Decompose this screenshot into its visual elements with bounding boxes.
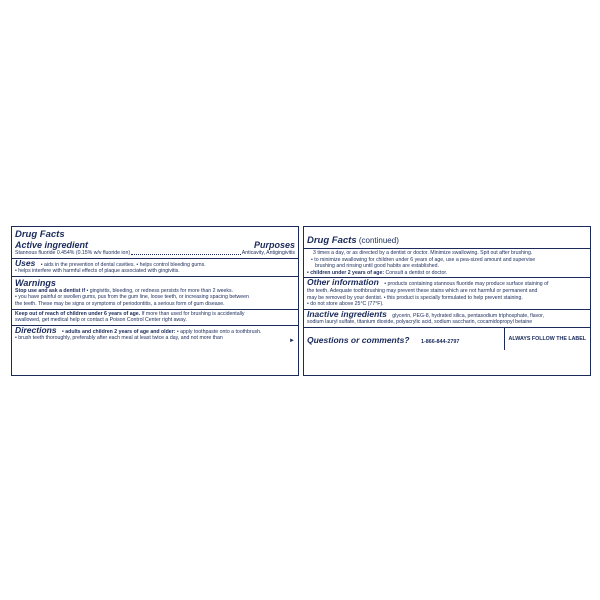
active-ingredient-heading: Active ingredient [15,240,89,250]
other-information-line-1: • products containing stannous fluoride may produce surface staining of [384,281,549,288]
uses-line-1: • aids in the prevention of dental cavities. • helps control bleeding gums. [40,261,206,268]
stop-use-line-3: the teeth. These may be signs or symptoms of periodontitis, a serious form of gum disease. [15,300,225,307]
drug-facts-header [12,227,298,259]
questions-section [304,328,590,350]
drug-facts-title: Drug Facts [15,229,65,240]
inactive-ingredients-line-2: sodium lauryl sulfate, titanium dioxide, polyacrylic acid, sodium saccharin, cocamidopropyl betaine [307,319,533,326]
inactive-ingredients-section [304,310,590,328]
directions-continued-section [304,249,590,278]
questions-heading: Questions or comments? [307,334,410,345]
active-ingredient-heading-row [15,240,295,250]
keep-out-line-1: If more than used for brushing is accidentally [140,310,245,317]
other-information-section [304,278,590,309]
keep-out-section [12,310,298,326]
drug-facts-continued-header [304,227,590,249]
stop-use-line-2: • you have painful or swollen gums, pus from the gum line, loose teeth, or increasing spacing between [15,294,249,301]
leader-dots [131,254,241,255]
inactive-ingredients-heading: Inactive ingredients [307,308,387,319]
directions-continued-line-1: 3 times a day, or as directed by a dentist or doctor. Minimize swallowing. Spit out after brushing. [313,250,533,256]
directions-lead: • adults and children 2 years of age and older: [62,328,176,335]
drug-facts-continued-title: Drug Facts [307,235,357,246]
purposes-text: Anticavity, Antigingivitis [241,250,295,256]
warnings-section [12,277,298,310]
uses-section [12,259,298,277]
uses-line-2: • helps interfere with harmful effects of plaque associated with gingivitis. [15,268,180,275]
active-ingredient-row [15,250,295,257]
directions-continued-line-2: • to minimize swallowing for children under 6 years of age, use a pea-sized amount and supervise [311,256,536,263]
other-information-line-4: • do not store above 25°C (77°F). [307,301,384,308]
keep-out-line-2: swallowed, get medical help or contact a Poison Control Center right away. [15,317,187,324]
stop-use-lead: Stop use and ask a dentist if [15,287,86,294]
other-information-line-2: the teeth. Adequate toothbrushing may prevent these stains which are not harmful or permanent and [307,287,538,294]
questions-box [304,328,504,350]
drug-facts-label [11,226,591,376]
directions-line-1: • apply toothpaste onto a toothbrush. [175,328,262,335]
children-under-2-text: Consult a dentist or doctor. [384,269,448,276]
drug-facts-panel-left [11,226,299,376]
active-ingredient-text: Stannous fluoride 0.454% (0.15% w/v fluoride ion) [15,250,131,256]
keep-out-lead: Keep out of reach of children under 6 years of age. [15,310,141,317]
stop-use-line-1: • gingivitis, bleeding, or redness persists for more than 2 weeks. [85,287,234,294]
drug-facts-panel-right [303,226,591,376]
other-information-heading: Other information [307,277,379,288]
directions-line-2: • brush teeth thoroughly, preferably after each meal at least twice a day, and not more than [15,335,223,342]
purposes-heading: Purposes [253,240,295,250]
directions-section [12,326,298,346]
drug-facts-continued-suffix: (continued) [356,236,399,245]
uses-heading: Uses [15,257,36,268]
warnings-heading: Warnings [15,277,56,288]
phone-number: 1-866-844-2797 [420,338,460,345]
children-under-2-lead: • children under 2 years of age: [307,269,385,276]
directions-continued-line-3: brushing and rinsing until good habits are established. [315,263,440,270]
other-information-line-3: may be removed by your dentist. • this product is specially formulated to help prevent staining. [307,294,523,301]
continue-arrow-icon: ► [289,337,295,344]
directions-heading: Directions [15,324,57,335]
always-follow-label-box: ALWAYS FOLLOW THE LABEL [504,328,591,350]
inactive-ingredients-line-1: glycerin, PEG-8, hydrated silica, pentasodium triphosphate, flavor, [392,312,544,319]
